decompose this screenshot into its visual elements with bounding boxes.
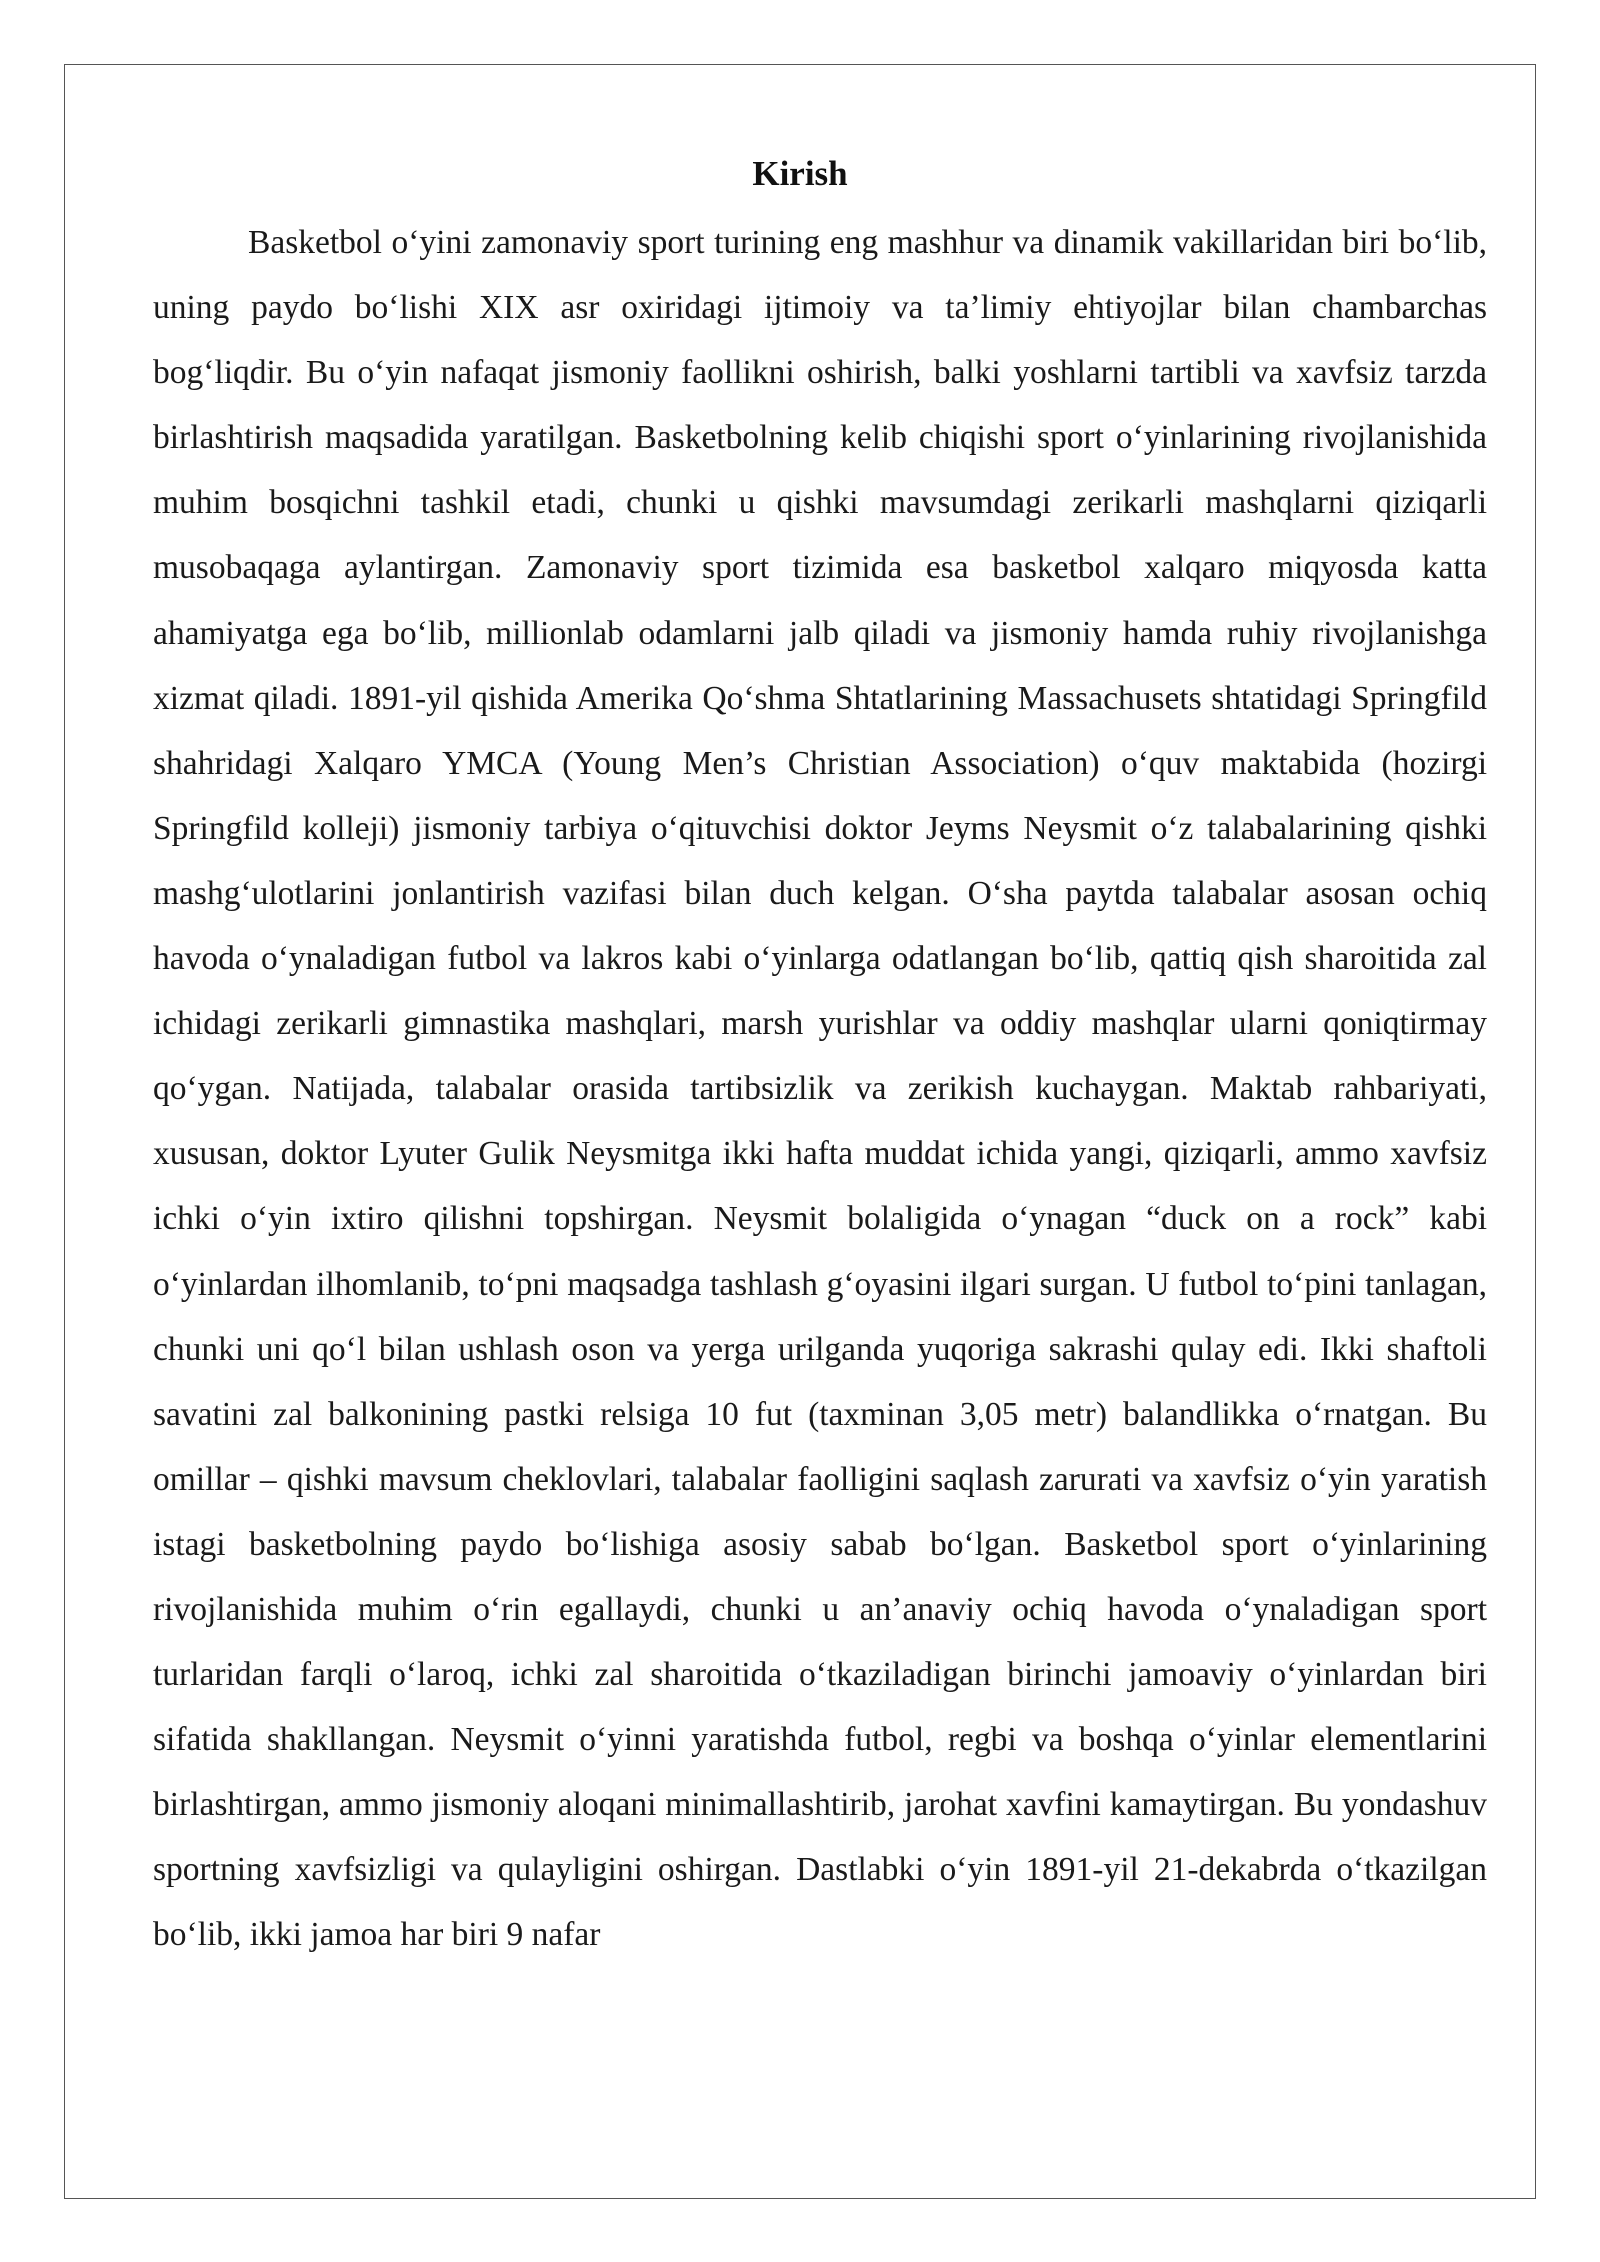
body-paragraph: Basketbol o‘yini zamonaviy sport turining eng mashhur va dinamik vakillaridan biri bo‘lib, uning paydo bo‘lishi XIX asr oxiridagi ijtimoiy va ta’limiy ehtiyojlar bilan chambarchas bog‘liqdir. Bu o‘yin nafaqat jismoniy faollikni oshirish, balki yoshlarni tartibli va xavfsiz tarzda birlashtirish maqsadida yaratilgan. Basketbolning kelib chiqishi sport o‘yinlarining rivojlanishida muhim bosqichni tashkil etadi, chunki u qishki mavsumdagi zerikarli mashqlarni qiziqarli musobaqaga aylantirgan. Zamonaviy sport tizimida esa basketbol xalqaro miqyosda katta ahamiyatga ega bo‘lib, millionlab odamlarni jalb qiladi va jismoniy hamda ruhiy rivojlanishga xizmat qiladi. 1891-yil qishida Amerika Qo‘shma Shtatlarining Massachusets shtatidagi Springfild shahridagi Xalqaro YMCA (Young Men’s Christian Association) o‘quv maktabida (hozirgi Springfild kolleji) jismoniy tarbiya o‘qituvchisi doktor Jeyms Neysmit o‘z talabalarining qishki mashg‘ulotlarini jonlantirish vazifasi bilan duch kelgan. O‘sha paytda talabalar asosan ochiq havoda o‘ynaladigan futbol va lakros kabi o‘yinlarga odatlangan bo‘lib, qattiq qish sharoitida zal ichidagi zerikarli gimnastika mashqlari, marsh yurishlar va oddiy mashqlar ularni qoniqtirmay qo‘ygan. Natijada, talabalar orasida tartibsizlik va zerikish kuchaygan. Maktab rahbariyati, xususan, doktor Lyuter Gulik Neysmitga ikki hafta muddat ichida yangi, qiziqarli, ammo xavfsiz ichki o‘yin ixtiro qilishni topshirgan. Neysmit bolaligida o‘ynagan “duck on a rock” kabi o‘yinlardan ilhomlanib, to‘pni maqsadga tashlash g‘oyasini ilgari surgan. U futbol to‘pini tanlagan, chunki uni qo‘l bilan ushlash oson va yerga urilganda yuqoriga sakrashi qulay edi. Ikki shaftoli savatini zal balkonining pastki relsiga 10 fut (taxminan 3,05 metr) balandlikka o‘rnatgan. Bu omillar – qishki mavsum cheklovlari, talabalar faolligini saqlash zarurati va xavfsiz o‘yin yaratish istagi basketbolning paydo bo‘lishiga asosiy sabab bo‘lgan. Basketbol sport o‘yinlarining rivojlanishida muhim o‘rin egallaydi, chunki u an’anaviy ochiq havoda o‘ynaladigan sport turlaridan farqli o‘laroq, ichki zal sharoitida o‘tkaziladigan birinchi jamoaviy o‘yinlardan biri sifatida shakllangan. Neysmit o‘yinni yaratishda futbol, regbi va boshqa o‘yinlar elementlarini birlashtirgan, ammo jismoniy aloqani minimallashtirib, jarohat xavfini kamaytirgan. Bu yondashuv sportning xavfsizligi va qulayligini oshirgan. Dastlabki o‘yin 1891-yil 21-dekabrda o‘tkazilgan bo‘lib, ikki jamoa har biri 9 nafar <box>153 224 1487 1954</box>
page-title: Kirish <box>752 154 848 193</box>
